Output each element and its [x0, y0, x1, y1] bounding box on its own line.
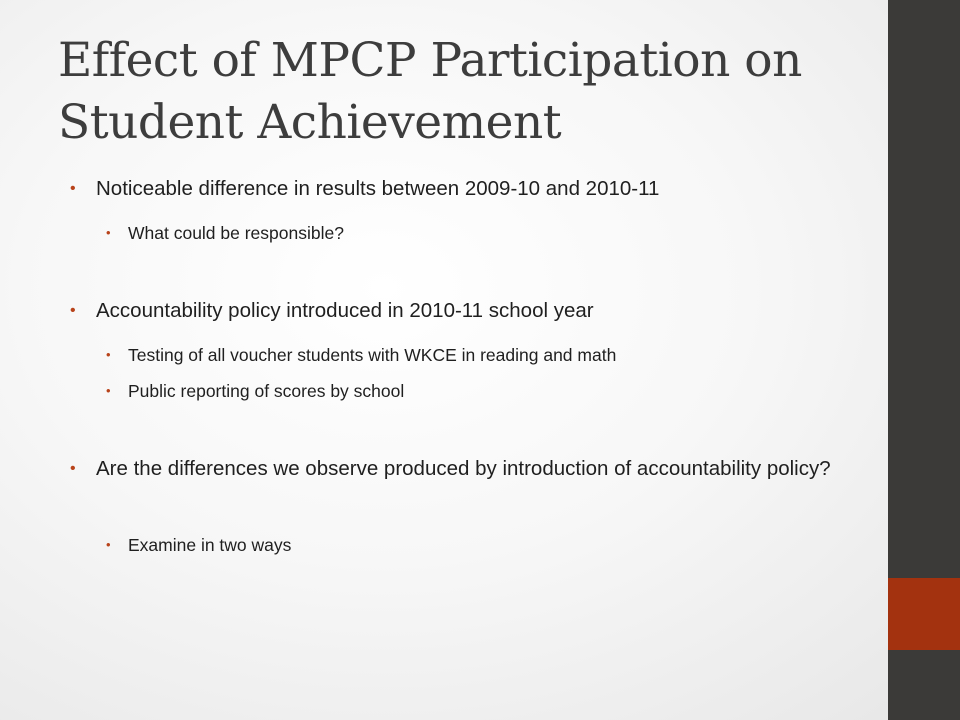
bullet-item [70, 296, 836, 326]
bullet-dot-icon: • [106, 537, 111, 552]
sub-bullet-item [106, 532, 828, 558]
bullet-dot-icon: • [106, 347, 111, 362]
bullet-text: Accountability policy introduced in 2010-11 school year [96, 299, 594, 322]
bullet-dot-icon: • [70, 302, 76, 319]
bullet-item [70, 174, 836, 204]
sub-bullet-item [106, 342, 828, 368]
bullet-text: Testing of all voucher students with WKCE in reading and math [128, 345, 617, 365]
accent-block [888, 578, 960, 650]
slide-title: Effect of MPCP Participation on Student Achievement [58, 33, 802, 150]
sub-bullet-item [106, 378, 828, 404]
bullet-dot-icon: • [106, 383, 111, 398]
bullet-text: Public reporting of scores by school [128, 381, 405, 401]
bullet-item [70, 454, 836, 484]
bullet-text: Examine in two ways [128, 535, 292, 555]
bullet-text: Noticeable difference in results between 2009-10 and 2010-11 [96, 177, 660, 200]
bullet-dot-icon: • [70, 460, 76, 477]
bullet-dot-icon: • [70, 180, 76, 197]
sub-bullet-item [106, 220, 828, 246]
bullet-dot-icon: • [106, 225, 111, 240]
bullet-text: What could be responsible? [128, 223, 344, 243]
bullet-text: Are the differences we observe produced by introduction of accountability policy? [96, 457, 831, 480]
